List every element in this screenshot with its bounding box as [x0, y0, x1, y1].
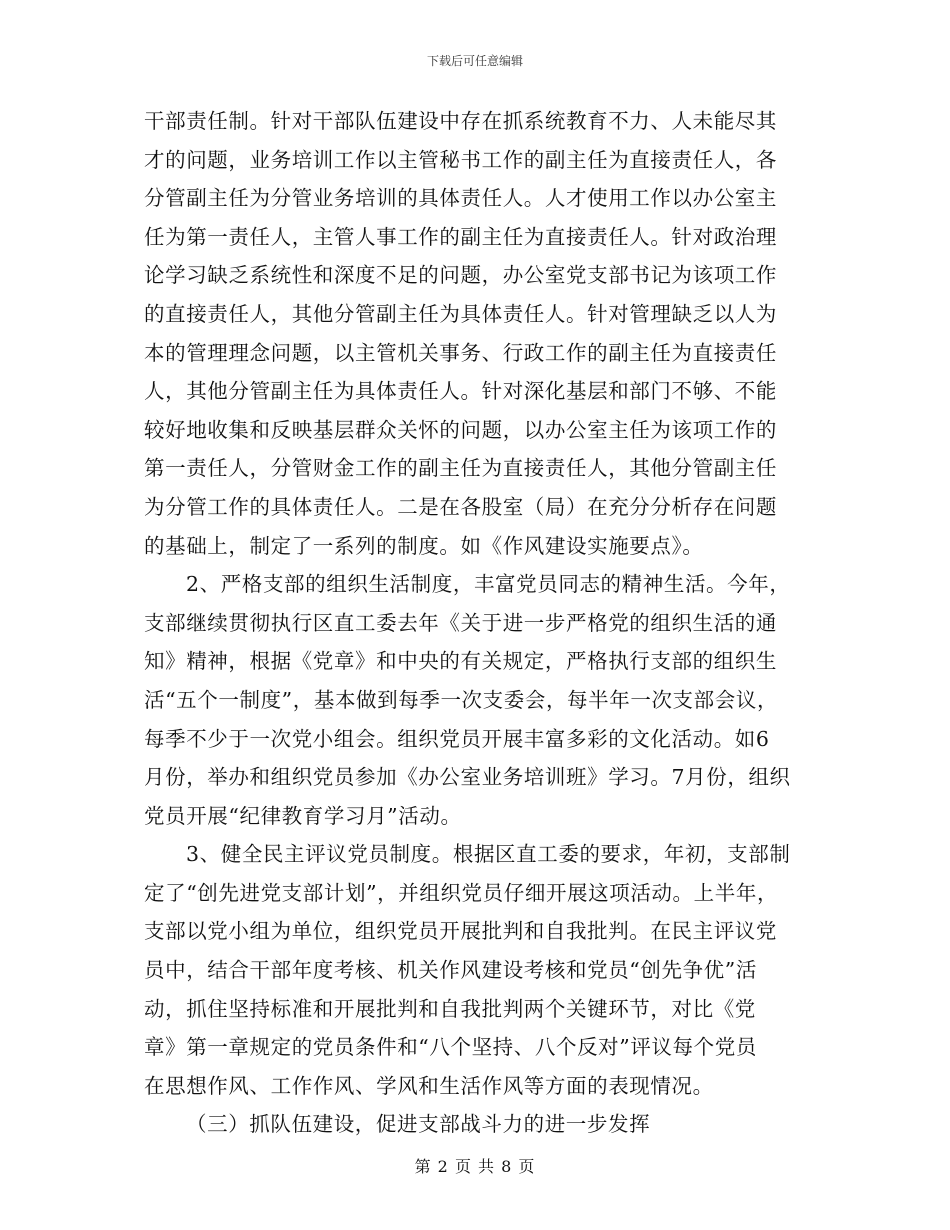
text-line: 每季不少于一次党小组会。组织党员开展丰富多彩的文化活动。如6	[144, 726, 770, 751]
text-line: 为分管工作的具体责任人。二是在各股室（局）在充分分析存在问题	[144, 494, 777, 519]
text-line: 3、健全民主评议党员制度。根据区直工委的要求，年初，支部制	[186, 842, 791, 867]
text-line: 才的问题，业务培训工作以主管秘书工作的副主任为直接责任人，各	[144, 147, 777, 172]
text-line: 定了“创先进党支部计划”，并组织党员仔细开展这项活动。上半年，	[144, 880, 779, 905]
section-heading: （三）抓队伍建设，促进支部战斗力的进一步发挥	[186, 1112, 651, 1137]
text-line: 分管副主任为分管业务培训的具体责任人。人才使用工作以办公室主	[144, 186, 777, 211]
text-line: 活“五个一制度”，基本做到每季一次支委会，每半年一次支部会议，	[144, 687, 779, 712]
text-line: 论学习缺乏系统性和深度不足的问题，办公室党支部书记为该项工作	[144, 263, 777, 288]
text-line: 第一责任人，分管财金工作的副主任为直接责任人，其他分管副主任	[144, 456, 777, 481]
document-body	[144, 102, 804, 1144]
text-line: 较好地收集和反映基层群众关怀的问题，以办公室主任为该项工作的	[144, 417, 777, 442]
text-line: 在思想作风、工作作风、学风和生活作风等方面的表现情况。	[144, 1073, 714, 1098]
text-line: 本的管理理念问题，以主管机关事务、行政工作的副主任为直接责任	[144, 340, 777, 365]
text-line: 章》第一章规定的党员条件和“八个坚持、八个反对”评议每个党员	[144, 1035, 757, 1060]
page-number: 第 2 页 共 8 页	[414, 1157, 536, 1176]
text-line: 干部责任制。针对干部队伍建设中存在抓系统教育不力、人未能尽其	[144, 109, 777, 133]
text-line: 人，其他分管副主任为具体责任人。针对深化基层和部门不够、不能	[144, 379, 777, 404]
page-header-note: 下载后可任意编辑	[426, 54, 523, 68]
text-line: 知》精神，根据《党章》和中央的有关规定，严格执行支部的组织生	[144, 649, 777, 674]
text-line: 2、严格支部的组织生活制度，丰富党员同志的精神生活。今年，	[186, 572, 791, 597]
text-line: 支部以党小组为单位，组织党员开展批判和自我批判。在民主评议党	[144, 919, 777, 944]
text-line: 员中，结合干部年度考核、机关作风建设考核和党员“创先争优”活	[144, 958, 757, 983]
text-line: 支部继续贯彻执行区直工委去年《关于进一步严格党的组织生活的通	[144, 610, 777, 635]
text-line: 任为第一责任人，主管人事工作的副主任为直接责任人。针对政治理	[144, 224, 777, 249]
text-line: 月份，举办和组织党员参加《办公室业务培训班》学习。7月份，组织	[144, 765, 791, 790]
text-line: 党员开展“纪律教育学习月”活动。	[144, 803, 462, 828]
text-line: 的直接责任人，其他分管副主任为具体责任人。针对管理缺乏以人为	[144, 301, 777, 326]
text-line: 的基础上，制定了一系列的制度。如《作风建设实施要点》。	[144, 533, 704, 558]
text-line: 动，抓住坚持标准和开展批判和自我批判两个关键环节，对比《党	[144, 996, 756, 1021]
